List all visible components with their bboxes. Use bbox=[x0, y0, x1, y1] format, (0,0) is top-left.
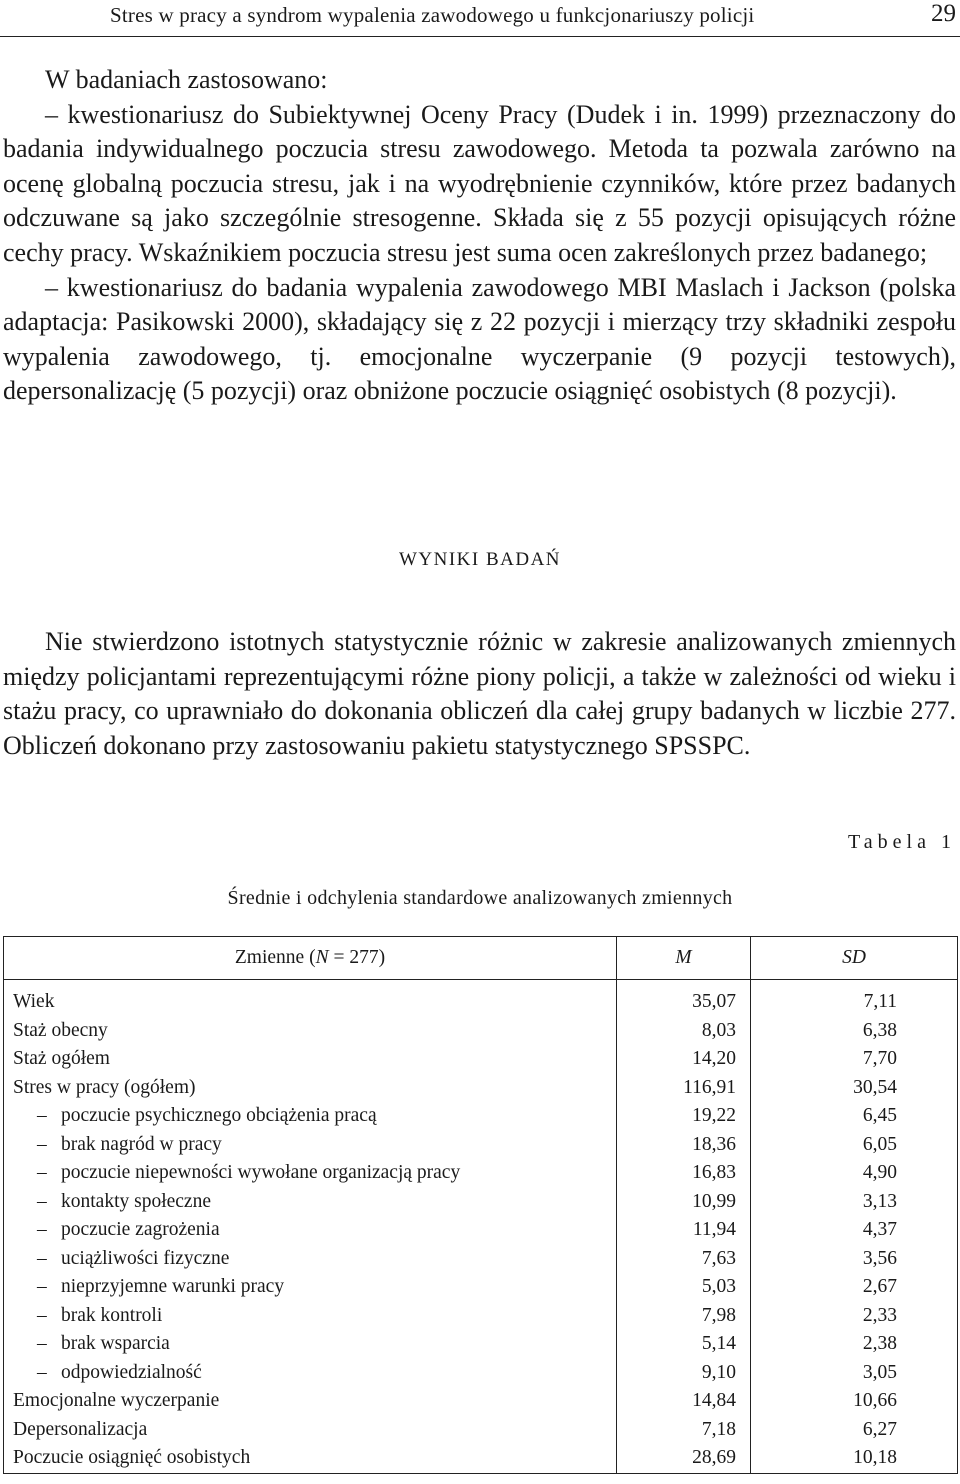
variable-cell bbox=[4, 1159, 617, 1188]
methods-section bbox=[3, 63, 956, 409]
sd-value: 4,37 bbox=[751, 1216, 958, 1245]
dash-marker: – bbox=[37, 1133, 47, 1155]
dash-marker: – bbox=[37, 1333, 47, 1354]
variables-header-n: N bbox=[315, 947, 329, 968]
variable-label: Poczucie osiągnięć osobistych bbox=[13, 1447, 251, 1468]
table-row bbox=[4, 1045, 958, 1074]
variable-cell bbox=[4, 1045, 617, 1074]
table-caption: Średnie i odchylenia standardowe analizowanych zmiennych bbox=[227, 887, 733, 909]
table-header-row bbox=[4, 937, 958, 980]
mean-value: 7,63 bbox=[617, 1245, 751, 1274]
mean-value: 18,36 bbox=[617, 1131, 751, 1160]
mean-value: 16,83 bbox=[617, 1159, 751, 1188]
dash-marker: – bbox=[37, 1105, 47, 1126]
sd-value: 10,18 bbox=[751, 1444, 958, 1473]
variable-label: poczucie niepewności wywołane organizacją pracy bbox=[61, 1162, 461, 1183]
dash-marker: – bbox=[37, 1190, 47, 1212]
results-paragraph: Nie stwierdzono istotnych statystycznie różnic w zakresie analizowanych zmiennych między policjantami reprezentującymi różne piony policji, a także w zależności od wieku i stażu pracy, co uprawniało do dokonania obliczeń dla całej grupy badanych w liczbie 277. Obliczeń dokonano przy zastosowaniu pakietu statystycznego SPSSPC. bbox=[3, 627, 956, 760]
methods-intro-paragraph: W badaniach zastosowano: bbox=[45, 65, 328, 94]
mean-value: 5,14 bbox=[617, 1330, 751, 1359]
table-row bbox=[4, 1302, 958, 1331]
variable-label: Emocjonalne wyczerpanie bbox=[13, 1390, 220, 1411]
mean-column-header: M bbox=[617, 937, 751, 980]
sd-value: 2,67 bbox=[751, 1273, 958, 1302]
variable-label: brak wsparcia bbox=[61, 1333, 170, 1354]
variable-label: nieprzyjemne warunki pracy bbox=[61, 1276, 285, 1297]
table-row bbox=[4, 1245, 958, 1274]
table-row bbox=[4, 1387, 958, 1416]
running-head bbox=[0, 0, 960, 37]
mean-value: 28,69 bbox=[617, 1444, 751, 1473]
variable-label: Staż obecny bbox=[13, 1019, 108, 1041]
sd-value: 2,38 bbox=[751, 1330, 958, 1359]
statistics-table bbox=[3, 936, 958, 1474]
table-label: Tabela 1 bbox=[847, 831, 956, 853]
variable-cell bbox=[4, 1102, 617, 1131]
variable-label: odpowiedzialność bbox=[61, 1361, 202, 1383]
sd-value: 6,27 bbox=[751, 1416, 958, 1445]
page-number: 29 bbox=[931, 0, 956, 27]
table-row bbox=[4, 1273, 958, 1302]
variable-cell bbox=[4, 1387, 617, 1416]
variable-label: poczucie psychicznego obciążenia pracą bbox=[61, 1105, 377, 1126]
table-row bbox=[4, 1216, 958, 1245]
sd-column-header: SD bbox=[751, 937, 958, 980]
variable-cell bbox=[4, 1188, 617, 1217]
variables-header-suffix: = 277) bbox=[328, 947, 386, 968]
variable-label: brak nagród w pracy bbox=[61, 1133, 222, 1155]
running-title: Stres w pracy a syndrom wypalenia zawodowego u funkcjonariuszy policji bbox=[110, 3, 755, 27]
variable-label: kontakty społeczne bbox=[61, 1190, 211, 1212]
sd-value: 30,54 bbox=[751, 1074, 958, 1103]
table-row bbox=[4, 1330, 958, 1359]
table-row bbox=[4, 1102, 958, 1131]
mean-value: 14,84 bbox=[617, 1387, 751, 1416]
sd-value: 3,56 bbox=[751, 1245, 958, 1274]
dash-marker: – bbox=[37, 1247, 47, 1269]
variable-label: Staż ogółem bbox=[13, 1048, 110, 1069]
variable-cell bbox=[4, 980, 617, 1017]
sd-value: 4,90 bbox=[751, 1159, 958, 1188]
mean-value: 7,98 bbox=[617, 1302, 751, 1331]
sd-value: 7,70 bbox=[751, 1045, 958, 1074]
questionnaire-sop-paragraph: – kwestionariusz do Subiektywnej Oceny Pracy (Dudek i in. 1999) przeznaczony do badania indywidualnego poczucia stresu zawodowego. Metoda ta pozwala zarówno na ocenę globalną poczucia stresu, jak i na wyodrębnienie czynników, które przez badanych odczuwane są jako szczególnie stresogenne. Składa się z 55 pozycji opisujących różne cechy pracy. Wskaźnikiem poczucia stresu jest suma ocen zakreślonych przez badanego; bbox=[3, 99, 956, 267]
sd-value: 2,33 bbox=[751, 1302, 958, 1331]
variable-label: Stres w pracy (ogółem) bbox=[13, 1076, 196, 1098]
variable-label: poczucie zagrożenia bbox=[61, 1219, 220, 1240]
variable-label: Depersonalizacja bbox=[13, 1418, 148, 1440]
dash-marker: – bbox=[37, 1361, 47, 1383]
table-row bbox=[4, 1074, 958, 1103]
mean-value: 116,91 bbox=[617, 1074, 751, 1103]
variable-label: brak kontroli bbox=[61, 1304, 163, 1326]
variables-header-prefix: Zmienne ( bbox=[234, 947, 316, 968]
dash-marker: – bbox=[37, 1276, 47, 1297]
variable-cell bbox=[4, 1273, 617, 1302]
dash-marker: – bbox=[37, 1162, 47, 1183]
results-section bbox=[3, 625, 956, 763]
variable-cell bbox=[4, 1131, 617, 1160]
sd-value: 3,13 bbox=[751, 1188, 958, 1217]
variable-cell bbox=[4, 1017, 617, 1046]
table-row bbox=[4, 1131, 958, 1160]
table-row bbox=[4, 980, 958, 1017]
mean-value: 9,10 bbox=[617, 1359, 751, 1388]
mean-value: 35,07 bbox=[617, 980, 751, 1017]
sd-value: 6,05 bbox=[751, 1131, 958, 1160]
table-row bbox=[4, 1017, 958, 1046]
mean-value: 5,03 bbox=[617, 1273, 751, 1302]
dash-marker: – bbox=[37, 1219, 47, 1240]
table-row bbox=[4, 1359, 958, 1388]
mean-value: 19,22 bbox=[617, 1102, 751, 1131]
questionnaire-mbi-paragraph: – kwestionariusz do badania wypalenia zawodowego MBI Maslach i Jackson (polska adaptacja: Pasikowski 2000), składający się z 22 pozycji i mierzący trzy składniki zespołu wypalenia zawodowego, tj. emocjonalne wyczerpanie (9 pozycji testowych), depersonalizację (5 pozycji) oraz obniżone poczucie osiągnięć osobistych (8 pozycji). bbox=[3, 272, 956, 406]
variable-cell bbox=[4, 1216, 617, 1245]
table-row bbox=[4, 1159, 958, 1188]
table-row bbox=[4, 1188, 958, 1217]
table-row bbox=[4, 1444, 958, 1473]
variables-column-header bbox=[4, 937, 617, 980]
variable-cell bbox=[4, 1245, 617, 1274]
mean-value: 14,20 bbox=[617, 1045, 751, 1074]
sd-value: 7,11 bbox=[751, 980, 958, 1017]
variable-cell bbox=[4, 1330, 617, 1359]
table-body bbox=[4, 980, 958, 1474]
variable-cell bbox=[4, 1074, 617, 1103]
results-heading: WYNIKI BADAŃ bbox=[398, 549, 562, 570]
variable-cell bbox=[4, 1302, 617, 1331]
sd-value: 10,66 bbox=[751, 1387, 958, 1416]
mean-value: 7,18 bbox=[617, 1416, 751, 1445]
variable-label: Wiek bbox=[13, 991, 55, 1012]
variable-cell bbox=[4, 1359, 617, 1388]
sd-value: 3,05 bbox=[751, 1359, 958, 1388]
dash-marker: – bbox=[37, 1304, 47, 1326]
mean-value: 11,94 bbox=[617, 1216, 751, 1245]
sd-value: 6,38 bbox=[751, 1017, 958, 1046]
mean-value: 8,03 bbox=[617, 1017, 751, 1046]
mean-value: 10,99 bbox=[617, 1188, 751, 1217]
sd-value: 6,45 bbox=[751, 1102, 958, 1131]
variable-cell bbox=[4, 1444, 617, 1473]
variable-cell bbox=[4, 1416, 617, 1445]
table-row bbox=[4, 1416, 958, 1445]
variable-label: uciążliwości fizyczne bbox=[61, 1247, 230, 1269]
